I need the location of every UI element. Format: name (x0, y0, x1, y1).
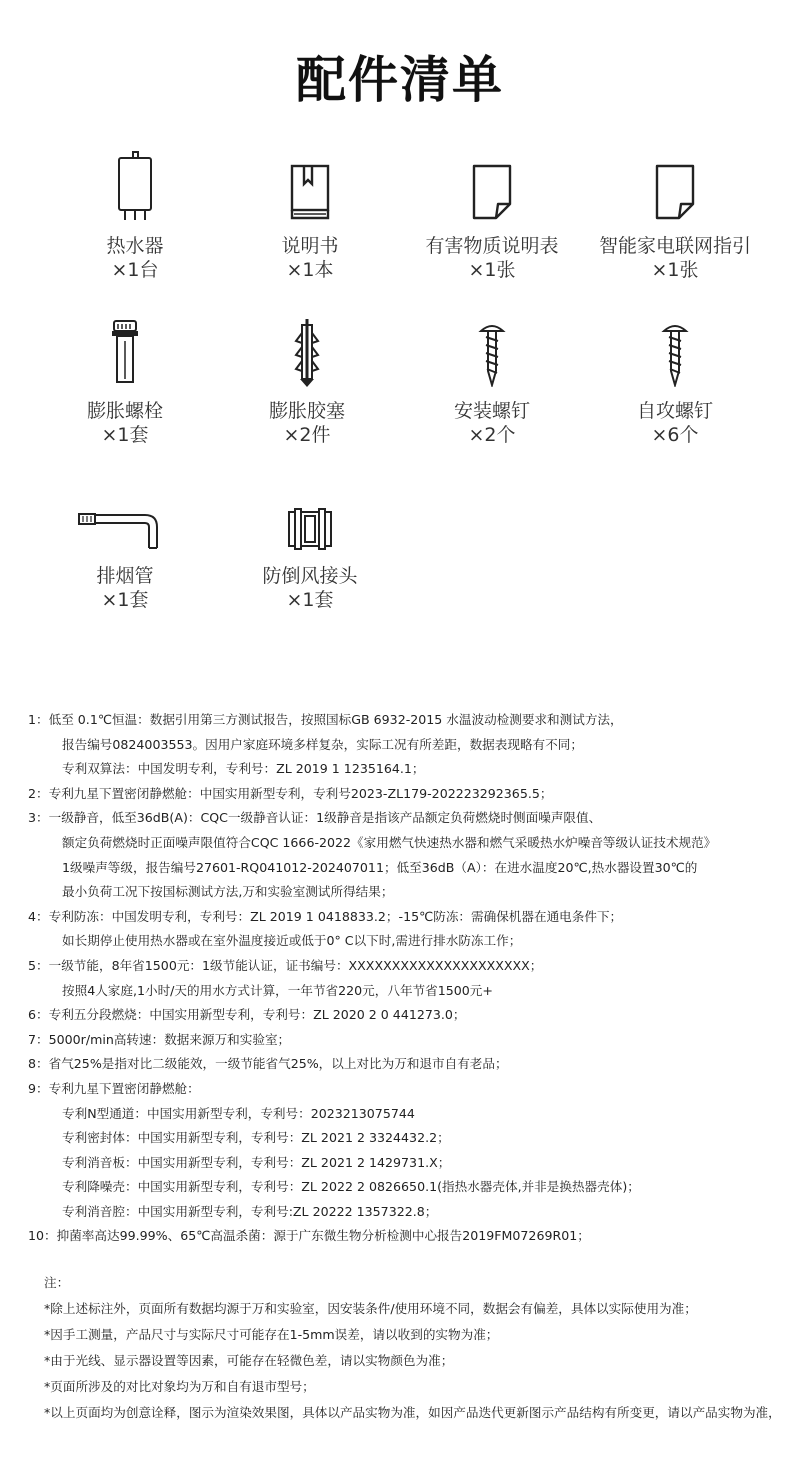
accessory-item-installation-screw (397, 315, 587, 447)
item-name: 说明书 (281, 235, 339, 257)
item-quantity: ×1张 (651, 259, 699, 281)
disclaimer-line: *页面所涉及的对比对象均为万和自有退市型号； (44, 1379, 315, 1394)
note-line: 10：抑菌率高达99.99%、65℃高温杀菌：源于广东微生物分析检测中心报告2019FM07269R01； (28, 1228, 590, 1244)
notes-section (28, 708, 798, 1249)
note-line: 如长期停止使用热水器或在室外温度接近或低于0° C以下时,需进行排水防冻工作； (62, 933, 522, 949)
note-line: 6：专利五分段燃烧：中国实用新型专利，专利号：ZL 2020 2 0 441273.0； (28, 1007, 466, 1023)
item-quantity: ×1套 (286, 589, 334, 611)
note-line: 专利密封体：中国实用新型专利，专利号：ZL 2021 2 3324432.2； (62, 1130, 450, 1146)
note-line: 专利降噪壳：中国实用新型专利，专利号：ZL 2022 2 0826650.1(指热水器壳体,并非是换热器壳体)； (62, 1179, 640, 1195)
accessory-item-hazardous-substance-sheet (397, 150, 587, 282)
item-name: 自攻螺钉 (636, 400, 713, 422)
accessory-item-exhaust-pipe (30, 480, 220, 612)
disclaimer-line: *除上述标注外，页面所有数据均源于万和实验室，因安装条件/使用环境不同，数据会有偏差，具体以实际使用为准； (44, 1301, 697, 1316)
item-quantity: ×2个 (468, 424, 516, 446)
item-quantity: ×2件 (283, 424, 331, 446)
document-sheet-icon (397, 150, 587, 222)
note-line: 1级噪声等级，报告编号27601-RQ041012-202407011；低至36dB（A）：在进水温度20℃,热水器设置30℃的 (62, 859, 698, 875)
note-line: 8：省气25%是指对比二级能效，一级节能省气25%，以上对比为万和退市自有老品； (28, 1056, 508, 1072)
note-line: 3：一级静音，低至36dB(A)：CQC一级静音认证：1级静音是指该产品额定负荷燃烧时侧面噪声限值、 (28, 810, 602, 826)
self-tapping-screw-icon (580, 315, 770, 387)
expansion-bolt-icon (30, 315, 220, 387)
accessory-item-manual (215, 150, 405, 282)
manual-book-icon (215, 150, 405, 222)
note-line: 最小负荷工况下按国标测试方法,万和实验室测试所得结果； (62, 884, 394, 900)
item-name: 排烟管 (96, 565, 154, 587)
item-name: 膨胀螺栓 (86, 400, 163, 422)
anti-backdraft-joint-icon (215, 480, 405, 552)
item-name: 安装螺钉 (453, 400, 530, 422)
note-line: 9：专利九星下置密闭静燃舱： (28, 1080, 200, 1096)
wall-plug-icon (212, 315, 402, 387)
note-line: 专利消音板：中国实用新型专利，专利号：ZL 2021 2 1429731.X； (62, 1154, 451, 1170)
screw-icon (397, 315, 587, 387)
item-quantity: ×1台 (111, 259, 159, 281)
note-line: 报告编号0824003553。因用户家庭环境多样复杂，实际工况有所差距，数据表现略有不同； (62, 736, 583, 752)
item-name: 智能家电联网指引 (598, 235, 751, 257)
disclaimer-heading: 注： (44, 1275, 70, 1290)
water-heater-icon (40, 150, 230, 222)
disclaimer-section (44, 1270, 800, 1426)
note-line: 5：一级节能，8年省1500元：1级节能认证，证书编号：XXXXXXXXXXXXXXXXXXXXX； (28, 957, 543, 973)
note-line: 专利双算法：中国发明专利，专利号：ZL 2019 1 1235164.1； (62, 761, 425, 777)
note-line: 7：5000r/min高转速：数据来源万和实验室； (28, 1031, 291, 1047)
document-sheet-icon (580, 150, 770, 222)
item-quantity: ×1套 (101, 424, 149, 446)
note-line: 2：专利九星下置密闭静燃舱：中国实用新型专利，专利号2023-ZL179-202223292365.5； (28, 785, 553, 801)
note-line: 额定负荷燃烧时正面噪声限值符合CQC 1666-2022《家用燃气快速热水器和燃气采暖热水炉噪音等级认证技术规范》 (62, 834, 717, 850)
accessory-item-wall-plug (212, 315, 402, 447)
accessory-item-anti-backdraft-joint (215, 480, 405, 612)
item-name: 膨胀胶塞 (268, 400, 345, 422)
note-line: 专利消音腔：中国实用新型专利，专利号:ZL 20222 1357322.8； (62, 1203, 438, 1219)
exhaust-pipe-icon (30, 480, 220, 552)
disclaimer-line: *由于光线、显示器设置等因素，可能存在轻微色差，请以实物颜色为准； (44, 1353, 454, 1368)
accessory-item-water-heater (40, 150, 230, 282)
accessory-item-self-tapping-screw (580, 315, 770, 447)
item-name: 热水器 (106, 235, 164, 257)
accessory-item-smart-network-guide (580, 150, 770, 282)
disclaimer-line: *因手工测量，产品尺寸与实际尺寸可能存在1-5mm误差，请以收到的实物为准； (44, 1327, 499, 1342)
note-line: 按照4人家庭,1小时/天的用水方式计算，一年节省220元，八年节省1500元+ (62, 982, 493, 998)
note-line: 1：低至 0.1℃恒温：数据引用第三方测试报告，按照国标GB 6932-2015 水温波动检测要求和测试方法， (28, 712, 623, 727)
accessory-item-expansion-bolt (30, 315, 220, 447)
item-quantity: ×6个 (651, 424, 699, 446)
note-line: 专利N型通道：中国实用新型专利，专利号：2023213075744 (62, 1105, 415, 1121)
page-title: 配件清单 (296, 51, 504, 109)
item-quantity: ×1套 (101, 589, 149, 611)
item-name: 防倒风接头 (262, 565, 358, 587)
note-line: 4：专利防冻：中国发明专利，专利号：ZL 2019 1 0418833.2；-15℃防冻：需确保机器在通电条件下； (28, 908, 623, 924)
disclaimer-line: *以上页面均为创意诠释，图示为渲染效果图，具体以产品实物为准，如因产品迭代更新图示产品结构有所变更，请以产品实物为准， (44, 1405, 781, 1420)
item-quantity: ×1张 (468, 259, 516, 281)
item-name: 有害物质说明表 (425, 235, 559, 257)
item-quantity: ×1本 (286, 259, 334, 281)
